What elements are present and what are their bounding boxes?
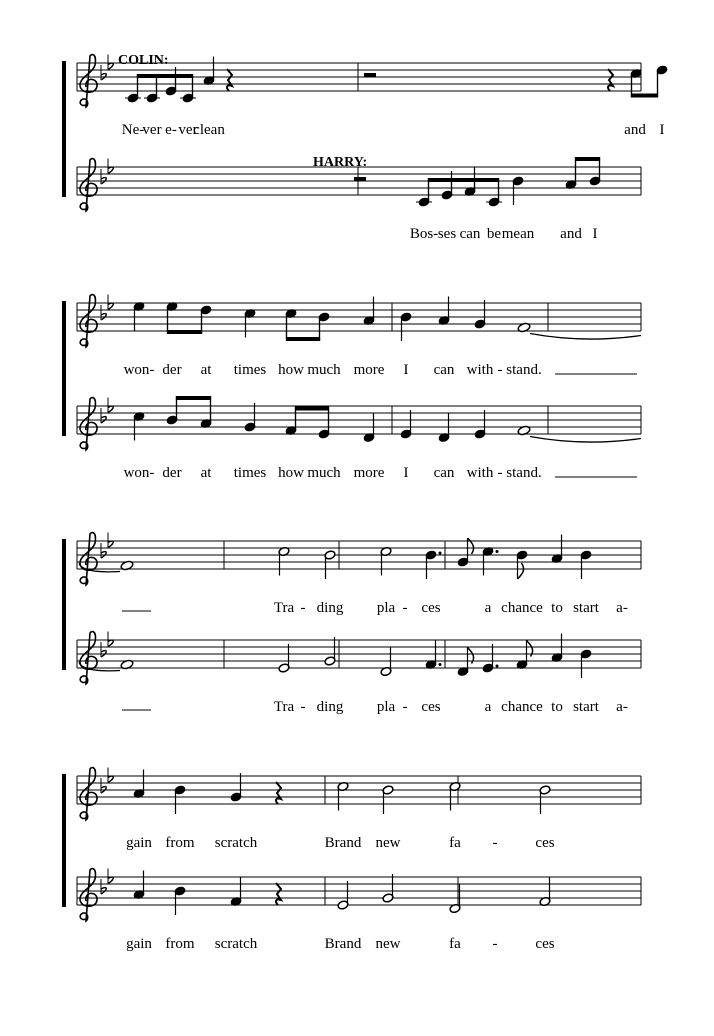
staff-3-colin [77, 533, 641, 586]
lyric-syllable: clean [193, 122, 225, 138]
lyric-syllable: a- [616, 699, 628, 715]
flat-sign-icon [108, 640, 113, 646]
lyric-syllable: - [300, 699, 306, 715]
staff-4-harry [77, 869, 641, 922]
lyric-syllable: can [459, 226, 481, 242]
speaker-label-colin: COLIN: [118, 53, 169, 68]
lyric-syllable: new [375, 835, 401, 851]
treble-clef-icon [80, 295, 97, 347]
lyric-syllable: ces [421, 600, 441, 616]
lyric-syllable: to [551, 699, 563, 715]
flat-sign-icon [108, 776, 113, 782]
lyric-syllable: more [353, 362, 385, 378]
lyric-syllable: pla [376, 699, 396, 715]
lyric-syllable: der [162, 465, 182, 481]
lyric-syllable: - [497, 465, 503, 481]
lyric-syllable: e- [165, 122, 177, 138]
flat-sign-icon [108, 63, 113, 69]
lyric-syllable: won- [123, 362, 155, 378]
lyric-syllable: stand. [506, 362, 542, 378]
lyric-syllable: - [492, 835, 498, 851]
quarter-rest [276, 782, 281, 804]
lyric-syllable: I [592, 226, 598, 242]
lyric-syllable: scratch [214, 835, 258, 851]
note-beam [137, 74, 193, 78]
flat-sign-icon [108, 167, 113, 173]
lyric-syllable: from [165, 835, 195, 851]
lyric-syllable: times [233, 465, 267, 481]
lyric-syllable: how [278, 362, 304, 378]
lyric-syllable: Ne- [121, 122, 145, 138]
lyric-syllable: I [659, 122, 665, 138]
note-beam [428, 178, 499, 182]
dot [439, 552, 442, 555]
note-beam [167, 330, 202, 334]
flat-sign-icon [108, 406, 113, 412]
speaker-label-harry: HARRY: [313, 155, 368, 170]
flat-sign-icon [108, 541, 113, 547]
lyric-syllable: a [484, 699, 492, 715]
treble-clef-icon [80, 632, 97, 684]
staff-3-harry [77, 632, 641, 685]
lyric-syllable: - [497, 362, 503, 378]
note-beam [575, 157, 600, 161]
lyric-syllable: I [403, 362, 409, 378]
staff-2-harry [77, 396, 641, 450]
lyric-syllable: Tra [273, 699, 295, 715]
quarter-rest [608, 69, 613, 91]
treble-clef-icon [80, 159, 97, 211]
quarter-rest [276, 883, 281, 905]
note-beam [286, 337, 320, 341]
lyric-syllable: be [486, 226, 502, 242]
lyric-syllable: to [551, 600, 563, 616]
lyric-syllable: chance [501, 600, 543, 616]
note-beam [295, 407, 329, 411]
dot [496, 550, 499, 553]
lyric-syllable: ding [316, 600, 344, 616]
lyric-syllable: can [433, 362, 455, 378]
lyric-syllable: Brand [324, 936, 362, 952]
treble-clef-icon [80, 55, 97, 107]
note-flag [468, 538, 474, 554]
system-bracket [62, 61, 66, 197]
lyric-syllable: a [484, 600, 492, 616]
dot [439, 663, 442, 666]
lyric-syllable: with [466, 362, 494, 378]
lyric-syllable: with [466, 465, 494, 481]
lyric-syllable: ver [142, 122, 162, 138]
lyric-syllable: and [560, 226, 582, 242]
lyric-syllable: ding [316, 699, 344, 715]
staff-4-colin [77, 768, 641, 821]
lyric-syllable: - [492, 936, 498, 952]
treble-clef-icon [80, 869, 97, 921]
system-bracket [62, 301, 66, 436]
lyric-syllable: gain [126, 936, 152, 952]
lyric-syllable: how [278, 465, 304, 481]
lyric-syllable: der [162, 362, 182, 378]
half-rest [364, 73, 376, 77]
lyric-syllable: won- [123, 465, 155, 481]
lyric-syllable: I [403, 465, 409, 481]
lyric-syllable: scratch [214, 936, 258, 952]
flat-sign-icon [108, 877, 113, 883]
lyric-syllable: Bos- [409, 226, 439, 242]
system-bracket [62, 774, 66, 907]
lyric-syllable: stand. [506, 465, 542, 481]
lyric-syllable: pla [376, 600, 396, 616]
lyric-syllable: ces [535, 835, 555, 851]
lyric-syllable: times [233, 362, 267, 378]
lyric-syllable: - [402, 699, 408, 715]
lyric-syllable: ces [535, 936, 555, 952]
lyric-syllable: - [402, 600, 408, 616]
quarter-rest [227, 69, 232, 91]
lyric-syllable: start [573, 600, 599, 616]
lyric-syllable: - [300, 600, 306, 616]
treble-clef-icon [80, 533, 97, 585]
note-beam [176, 396, 211, 400]
half-rest [354, 177, 366, 181]
note-beam [631, 94, 658, 98]
system-bracket [62, 539, 66, 670]
tie [530, 437, 641, 443]
lyric-syllable: start [573, 699, 599, 715]
lyric-syllable: at [200, 362, 212, 378]
lyric-syllable: new [375, 936, 401, 952]
dot [496, 665, 499, 668]
flat-sign-icon [108, 303, 113, 309]
lyric-syllable: ver [178, 122, 198, 138]
lyric-syllable: from [165, 936, 195, 952]
lyric-syllable: a- [616, 600, 628, 616]
treble-clef-icon [80, 768, 97, 820]
lyric-syllable: Brand [324, 835, 362, 851]
note-flag [518, 563, 524, 579]
lyric-syllable: at [200, 465, 212, 481]
lyric-syllable: chance [501, 699, 543, 715]
lyric-syllable: fa [449, 835, 461, 851]
lyric-syllable: much [307, 465, 341, 481]
lyric-syllable: ses [437, 226, 457, 242]
lyric-syllable: more [353, 465, 385, 481]
lyric-syllable: fa [449, 936, 461, 952]
lyric-syllable: and [624, 122, 646, 138]
lyric-syllable: can [433, 465, 455, 481]
lyric-syllable: ces [421, 699, 441, 715]
staff-2-colin [77, 295, 641, 348]
lyric-syllable: Tra [273, 600, 295, 616]
tie [530, 334, 641, 340]
lyric-syllable: mean [501, 226, 535, 242]
treble-clef-icon [80, 398, 97, 450]
lyric-syllable: much [307, 362, 341, 378]
lyric-syllable: gain [126, 835, 152, 851]
